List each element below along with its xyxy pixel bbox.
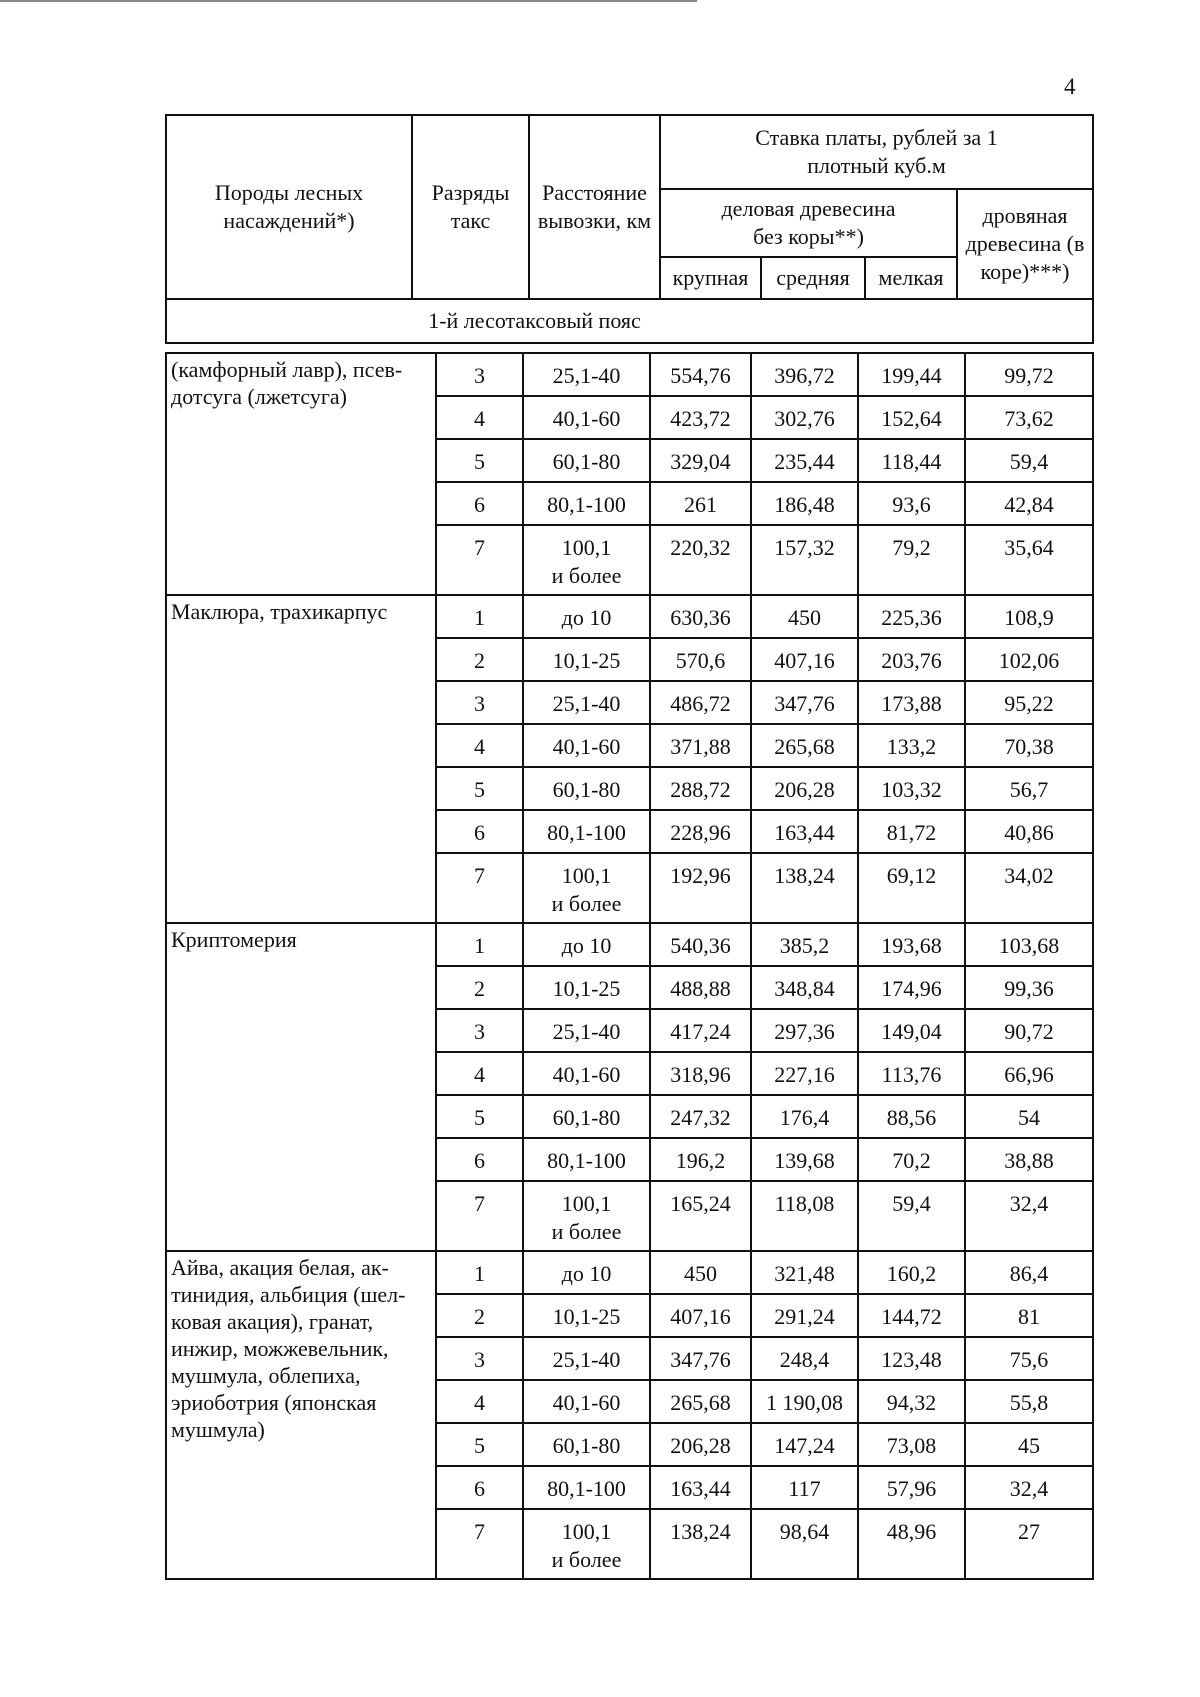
fuel-cell: 90,72 (965, 1009, 1093, 1052)
grade-cell: 4 (436, 1380, 523, 1423)
forest-zone-label: 1-й лесотаксовый пояс (166, 299, 1093, 343)
distance-cell: до 10 (523, 923, 650, 966)
distance-cell: до 10 (523, 1251, 650, 1294)
medium-cell: 118,08 (751, 1181, 858, 1251)
grade-cell: 5 (436, 767, 523, 810)
rate-table-header (165, 114, 1094, 344)
fuel-cell: 108,9 (965, 595, 1093, 638)
grade-cell: 4 (436, 1052, 523, 1095)
medium-cell: 396,72 (751, 353, 858, 396)
large-cell: 540,36 (650, 923, 751, 966)
small-cell: 173,88 (858, 681, 965, 724)
large-cell: 450 (650, 1251, 751, 1294)
large-cell: 423,72 (650, 396, 751, 439)
col-header-rate: Ставка платы, рублей за 1 плотный куб.м (660, 115, 1093, 189)
grade-cell: 3 (436, 1009, 523, 1052)
distance-cell: 60,1-80 (523, 1423, 650, 1466)
large-cell: 206,28 (650, 1423, 751, 1466)
small-cell: 70,2 (858, 1138, 965, 1181)
distance-cell: 25,1-40 (523, 353, 650, 396)
fuel-cell: 54 (965, 1095, 1093, 1138)
medium-cell: 265,68 (751, 724, 858, 767)
distance-cell: 100,1 и более (523, 1509, 650, 1579)
large-cell: 407,16 (650, 1294, 751, 1337)
fuel-cell: 73,62 (965, 396, 1093, 439)
table-row (166, 353, 1093, 396)
distance-cell: 60,1-80 (523, 1095, 650, 1138)
grade-cell: 1 (436, 595, 523, 638)
grade-cell: 7 (436, 1181, 523, 1251)
medium-cell: 186,48 (751, 482, 858, 525)
medium-cell: 321,48 (751, 1251, 858, 1294)
grade-cell: 6 (436, 810, 523, 853)
small-cell: 193,68 (858, 923, 965, 966)
large-cell: 228,96 (650, 810, 751, 853)
medium-cell: 138,24 (751, 853, 858, 923)
distance-cell: 100,1 и более (523, 853, 650, 923)
col-header-large: крупная (660, 257, 761, 299)
small-cell: 79,2 (858, 525, 965, 595)
medium-cell: 291,24 (751, 1294, 858, 1337)
medium-cell: 385,2 (751, 923, 858, 966)
table-row (166, 1251, 1093, 1294)
scan-top-line (0, 0, 697, 2)
fuel-cell: 38,88 (965, 1138, 1093, 1181)
grade-cell: 3 (436, 681, 523, 724)
table-row (166, 923, 1093, 966)
fuel-cell: 81 (965, 1294, 1093, 1337)
medium-cell: 227,16 (751, 1052, 858, 1095)
fuel-cell: 32,4 (965, 1466, 1093, 1509)
small-cell: 123,48 (858, 1337, 965, 1380)
page-number: 4 (1064, 74, 1076, 99)
fuel-cell: 40,86 (965, 810, 1093, 853)
medium-cell: 206,28 (751, 767, 858, 810)
grade-cell: 7 (436, 853, 523, 923)
fuel-cell: 86,4 (965, 1251, 1093, 1294)
distance-cell: 60,1-80 (523, 767, 650, 810)
medium-cell: 348,84 (751, 966, 858, 1009)
distance-cell: 100,1 и более (523, 1181, 650, 1251)
small-cell: 81,72 (858, 810, 965, 853)
fuel-cell: 56,7 (965, 767, 1093, 810)
grade-cell: 4 (436, 724, 523, 767)
distance-cell: 60,1-80 (523, 439, 650, 482)
medium-cell: 407,16 (751, 638, 858, 681)
small-cell: 174,96 (858, 966, 965, 1009)
distance-cell: 80,1-100 (523, 810, 650, 853)
small-cell: 88,56 (858, 1095, 965, 1138)
large-cell: 220,32 (650, 525, 751, 595)
fuel-cell: 66,96 (965, 1052, 1093, 1095)
fuel-cell: 45 (965, 1423, 1093, 1466)
medium-cell: 139,68 (751, 1138, 858, 1181)
col-header-small: мелкая (865, 257, 957, 299)
small-cell: 149,04 (858, 1009, 965, 1052)
large-cell: 138,24 (650, 1509, 751, 1579)
large-cell: 163,44 (650, 1466, 751, 1509)
fuel-cell: 42,84 (965, 482, 1093, 525)
col-header-tax-grades: Разряды такс (412, 115, 529, 299)
col-header-medium: средняя (761, 257, 865, 299)
grade-cell: 2 (436, 1294, 523, 1337)
large-cell: 554,76 (650, 353, 751, 396)
medium-cell: 248,4 (751, 1337, 858, 1380)
grade-cell: 7 (436, 525, 523, 595)
species-cell: Маклюра, трахикарпус (166, 595, 436, 923)
distance-cell: 80,1-100 (523, 482, 650, 525)
large-cell: 329,04 (650, 439, 751, 482)
small-cell: 48,96 (858, 1509, 965, 1579)
fuel-cell: 99,36 (965, 966, 1093, 1009)
table-row (166, 595, 1093, 638)
medium-cell: 176,4 (751, 1095, 858, 1138)
grade-cell: 2 (436, 966, 523, 1009)
large-cell: 347,76 (650, 1337, 751, 1380)
large-cell: 417,24 (650, 1009, 751, 1052)
large-cell: 488,88 (650, 966, 751, 1009)
distance-cell: 80,1-100 (523, 1138, 650, 1181)
distance-cell: 40,1-60 (523, 396, 650, 439)
grade-cell: 7 (436, 1509, 523, 1579)
small-cell: 59,4 (858, 1181, 965, 1251)
small-cell: 160,2 (858, 1251, 965, 1294)
medium-cell: 157,32 (751, 525, 858, 595)
fuel-cell: 32,4 (965, 1181, 1093, 1251)
fuel-cell: 59,4 (965, 439, 1093, 482)
medium-cell: 302,76 (751, 396, 858, 439)
fuel-cell: 70,38 (965, 724, 1093, 767)
distance-cell: до 10 (523, 595, 650, 638)
grade-cell: 1 (436, 1251, 523, 1294)
fuel-cell: 27 (965, 1509, 1093, 1579)
distance-cell: 10,1-25 (523, 1294, 650, 1337)
small-cell: 133,2 (858, 724, 965, 767)
large-cell: 318,96 (650, 1052, 751, 1095)
large-cell: 265,68 (650, 1380, 751, 1423)
large-cell: 630,36 (650, 595, 751, 638)
fuel-cell: 75,6 (965, 1337, 1093, 1380)
grade-cell: 6 (436, 1466, 523, 1509)
fuel-cell: 103,68 (965, 923, 1093, 966)
distance-cell: 40,1-60 (523, 724, 650, 767)
medium-cell: 450 (751, 595, 858, 638)
small-cell: 199,44 (858, 353, 965, 396)
rate-table-body (165, 352, 1094, 1580)
small-cell: 103,32 (858, 767, 965, 810)
species-cell: (камфорный лавр), псев- дотсуга (лжетсуга) (166, 353, 436, 595)
medium-cell: 163,44 (751, 810, 858, 853)
col-header-commercial-wood: деловая древесина без коры**) (660, 189, 957, 257)
large-cell: 196,2 (650, 1138, 751, 1181)
large-cell: 192,96 (650, 853, 751, 923)
large-cell: 165,24 (650, 1181, 751, 1251)
distance-cell: 10,1-25 (523, 638, 650, 681)
small-cell: 73,08 (858, 1423, 965, 1466)
large-cell: 288,72 (650, 767, 751, 810)
distance-cell: 80,1-100 (523, 1466, 650, 1509)
small-cell: 144,72 (858, 1294, 965, 1337)
small-cell: 94,32 (858, 1380, 965, 1423)
fuel-cell: 102,06 (965, 638, 1093, 681)
medium-cell: 297,36 (751, 1009, 858, 1052)
grade-cell: 3 (436, 353, 523, 396)
grade-cell: 4 (436, 396, 523, 439)
large-cell: 486,72 (650, 681, 751, 724)
large-cell: 261 (650, 482, 751, 525)
fuel-cell: 35,64 (965, 525, 1093, 595)
medium-cell: 347,76 (751, 681, 858, 724)
small-cell: 113,76 (858, 1052, 965, 1095)
grade-cell: 6 (436, 1138, 523, 1181)
distance-cell: 40,1-60 (523, 1052, 650, 1095)
medium-cell: 1 190,08 (751, 1380, 858, 1423)
species-cell: Айва, акация белая, ак- тинидия, альбиция (шел- ковая акация), гранат, инжир, можжевельник, мушмула, облепиха, эриоботрия (японская мушмула) (166, 1251, 436, 1579)
small-cell: 225,36 (858, 595, 965, 638)
fuel-cell: 99,72 (965, 353, 1093, 396)
large-cell: 570,6 (650, 638, 751, 681)
distance-cell: 40,1-60 (523, 1380, 650, 1423)
grade-cell: 5 (436, 1095, 523, 1138)
col-header-fuel-wood: дровяная древесина (в коре)***) (957, 189, 1093, 299)
small-cell: 152,64 (858, 396, 965, 439)
distance-cell: 25,1-40 (523, 1337, 650, 1380)
grade-cell: 1 (436, 923, 523, 966)
col-header-species: Породы лесных насаждений*) (166, 115, 412, 299)
grade-cell: 2 (436, 638, 523, 681)
distance-cell: 10,1-25 (523, 966, 650, 1009)
large-cell: 371,88 (650, 724, 751, 767)
grade-cell: 5 (436, 439, 523, 482)
medium-cell: 98,64 (751, 1509, 858, 1579)
fuel-cell: 95,22 (965, 681, 1093, 724)
small-cell: 57,96 (858, 1466, 965, 1509)
medium-cell: 147,24 (751, 1423, 858, 1466)
distance-cell: 25,1-40 (523, 1009, 650, 1052)
grade-cell: 5 (436, 1423, 523, 1466)
small-cell: 69,12 (858, 853, 965, 923)
fuel-cell: 55,8 (965, 1380, 1093, 1423)
small-cell: 93,6 (858, 482, 965, 525)
distance-cell: 100,1 и более (523, 525, 650, 595)
col-header-distance: Расстояние вывозки, км (529, 115, 660, 299)
grade-cell: 6 (436, 482, 523, 525)
species-cell: Криптомерия (166, 923, 436, 1251)
small-cell: 203,76 (858, 638, 965, 681)
large-cell: 247,32 (650, 1095, 751, 1138)
fuel-cell: 34,02 (965, 853, 1093, 923)
medium-cell: 117 (751, 1466, 858, 1509)
distance-cell: 25,1-40 (523, 681, 650, 724)
small-cell: 118,44 (858, 439, 965, 482)
grade-cell: 3 (436, 1337, 523, 1380)
medium-cell: 235,44 (751, 439, 858, 482)
